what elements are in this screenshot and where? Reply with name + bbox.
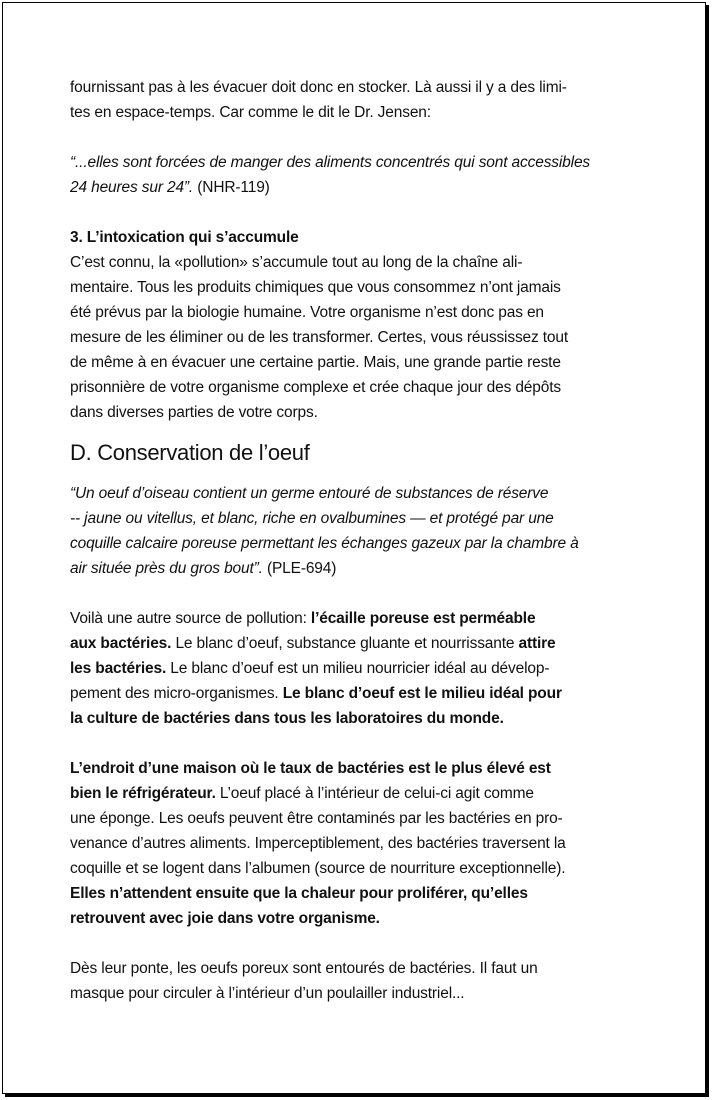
text-line: une éponge. Les oeufs peuvent être contaminés par les bactéries en pro-: [70, 810, 563, 827]
text-line: C’est connu, la «pollution» s’accumule tout au long de la chaîne ali-: [70, 254, 523, 271]
paragraph-intro: [70, 75, 645, 125]
quote-reference: (PLE-694): [262, 560, 337, 577]
text-line: masque pour circuler à l’intérieur d’un poulailler industriel...: [70, 985, 465, 1002]
quote-text: “Un oeuf d’oiseau contient un germe entouré de substances de réserve: [70, 485, 549, 502]
bold-text-run: aux bactéries.: [70, 635, 172, 652]
text-run: Le blanc d’oeuf, substance gluante et nourrissante: [171, 635, 519, 652]
quote-jensen: [70, 150, 645, 200]
text-line: coquille et se logent dans l’albumen (source de nourriture exceptionnelle).: [70, 860, 566, 877]
quote-reference: (NHR-119): [193, 179, 270, 196]
bold-text-run: L’endroit d’une maison où le taux de bactéries est le plus élevé est: [70, 760, 551, 777]
text-line: venance d’autres aliments. Imperceptiblement, des bactéries traversent la: [70, 835, 566, 852]
document-page: [2, 2, 706, 1094]
bold-text-run: l’écaille poreuse est perméable: [310, 610, 536, 627]
paragraph-intoxication: [70, 250, 645, 425]
text-line: mesure de les éliminer ou de les transformer. Certes, vous réussissez tout: [70, 329, 569, 346]
quote-text: coquille calcaire poreuse permettant les échanges gazeux par la chambre à: [70, 535, 579, 552]
quote-text: 24 heures sur 24”.: [70, 179, 194, 196]
quote-ple: [70, 481, 645, 581]
quote-text: -- jaune ou vitellus, et blanc, riche en ovalbumines — et protégé par une: [70, 510, 554, 527]
section-heading-d: D. Conservation de l’oeuf: [70, 440, 310, 465]
paragraph-closing: [70, 956, 645, 1006]
text-line: de même à en évacuer une certaine partie. Mais, une grande partie reste: [70, 354, 561, 371]
text-line: dans diverses parties de votre corps.: [70, 404, 318, 421]
bold-text-run: Le blanc d’oeuf est le milieu idéal pour: [282, 685, 562, 702]
text-run: Le blanc d’oeuf est un milieu nourricier idéal au dévelop-: [166, 660, 550, 677]
page-content: [70, 75, 645, 1006]
section-heading-3: 3. L’intoxication qui s’accumule: [70, 229, 299, 246]
text-line: tes en espace-temps. Car comme le dit le Dr. Jensen:: [70, 104, 431, 121]
text-line: fournissant pas à les évacuer doit donc en stocker. Là aussi il y a des limi-: [70, 79, 567, 96]
text-line: été prévus par la biologie humaine. Votre organisme n’est donc pas en: [70, 304, 544, 321]
bold-text-run: bien le réfrigérateur.: [70, 785, 216, 802]
bold-text-run: la culture de bactéries dans tous les laboratoires du monde.: [70, 710, 504, 727]
text-run: L’oeuf placé à l’intérieur de celui-ci agit comme: [215, 785, 534, 802]
text-line: Dès leur ponte, les oeufs poreux sont entourés de bactéries. Il faut un: [70, 960, 538, 977]
bold-text-run: Elles n’attendent ensuite que la chaleur pour proliférer, qu’elles: [70, 885, 528, 902]
text-line: mentaire. Tous les produits chimiques que vous consommez n’ont jamais: [70, 279, 561, 296]
text-run: pement des micro-organismes.: [70, 685, 283, 702]
quote-text: air située près du gros bout”.: [70, 560, 263, 577]
quote-text: “...elles sont forcées de manger des aliments concentrés qui sont accessibles: [70, 154, 591, 171]
paragraph-refrigerator: [70, 756, 645, 931]
text-line: prisonnière de votre organisme complexe et crée chaque jour des dépôts: [70, 379, 561, 396]
bold-text-run: retrouvent avec joie dans votre organisme.: [70, 910, 380, 927]
paragraph-pollution: [70, 606, 645, 731]
bold-text-run: attire: [518, 635, 556, 652]
text-run: Voilà une autre source de pollution:: [70, 610, 311, 627]
bold-text-run: les bactéries.: [70, 660, 167, 677]
